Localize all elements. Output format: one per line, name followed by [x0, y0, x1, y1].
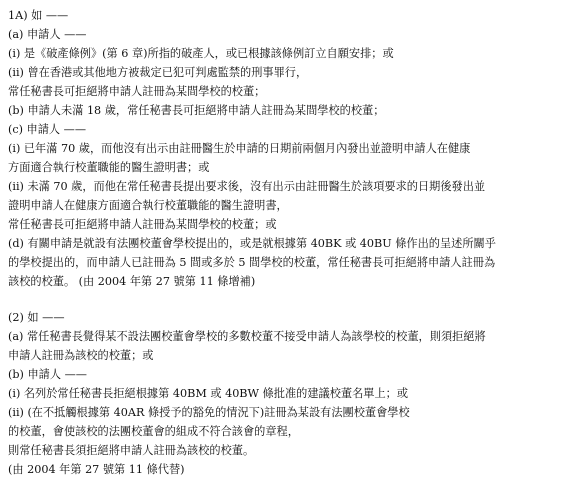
paragraph-c-consequence: 常任秘書長可拒絕將申請人註冊為某間學校的校董；或: [8, 218, 277, 231]
paragraph-a-consequence: 常任秘書長可拒絕將申請人註冊為某間學校的校董；: [8, 85, 266, 98]
clause-2-a-line-1: (a) 常任秘書長覺得某不設法團校董會學校的多數校董不接受申請人為該學校的校董，則須拒絕將: [8, 330, 486, 343]
subparagraph-a-ii: (ii) 曾在香港或其他地方被裁定已犯可判處監禁的刑事罪行，: [8, 66, 308, 79]
clause-2-consequence: 則常任秘書長須拒絕將申請人註冊為該校的校董。: [8, 444, 255, 457]
clause-2-b-heading: (b) 申請人 ——: [8, 368, 87, 381]
paragraph-d-line-1: (d) 有關申請是就設有法團校董會學校提出的，或是就根據第 40BK 或 40BU 條作出的呈述所關乎: [8, 237, 496, 250]
paragraph-c-heading: (c) 申請人 ——: [8, 123, 87, 136]
clause-1a-heading: 1A) 如 ——: [8, 9, 69, 22]
subparagraph-c-ii-line-1: (ii) 未滿 70 歲，而他在常任秘書長提出要求後，沒有出示由註冊醫生於該項要求的日期後發出並: [8, 180, 486, 193]
paragraph-d-line-2: 的學校提出的，而申請人已註冊為 5 間或多於 5 間學校的校董，常任秘書長可拒絕將申請人註冊為: [8, 256, 496, 269]
paragraph-b: (b) 申請人未滿 18 歲，常任秘書長可拒絕將申請人註冊為某間學校的校董；: [8, 104, 385, 117]
clause-2-a-line-2: 申請人註冊為該校的校董；或: [8, 349, 154, 362]
subparagraph-c-i-line-2: 方面適合執行校董職能的醫生證明書；或: [8, 161, 210, 174]
clause-2-b-ii-line-1: (ii) (在不抵觸根據第 40AR 條授予的豁免的情況下)註冊為某設有法團校董會學校: [8, 406, 410, 419]
subparagraph-c-ii-line-2: 證明申請人在健康方面適合執行校董職能的醫生證明書，: [8, 199, 288, 212]
clause-2-b-ii-line-2: 的校董，會使該校的法團校董會的組成不符合該會的章程，: [8, 425, 299, 438]
clause-2-heading: (2) 如 ——: [8, 311, 65, 324]
subparagraph-a-i: (i) 是《破產條例》(第 6 章)所指的破產人，或已根據該條例訂立自願安排；或: [8, 47, 394, 60]
paragraph-a-heading: (a) 申請人 ——: [8, 28, 87, 41]
clause-2-b-i: (i) 名列於常任秘書長拒絕根據第 40BM 或 40BW 條批准的建議校董名單上；或: [8, 387, 409, 400]
subparagraph-c-i-line-1: (i) 已年滿 70 歲，而他沒有出示由註冊醫生於申請的日期前兩個月內發出並證明申請人在健康: [8, 142, 471, 155]
paragraph-d-line-3: 該校的校董。 (由 2004 年第 27 號第 11 條增補): [8, 275, 256, 288]
amendment-note: (由 2004 年第 27 號第 11 條代替): [8, 463, 185, 476]
